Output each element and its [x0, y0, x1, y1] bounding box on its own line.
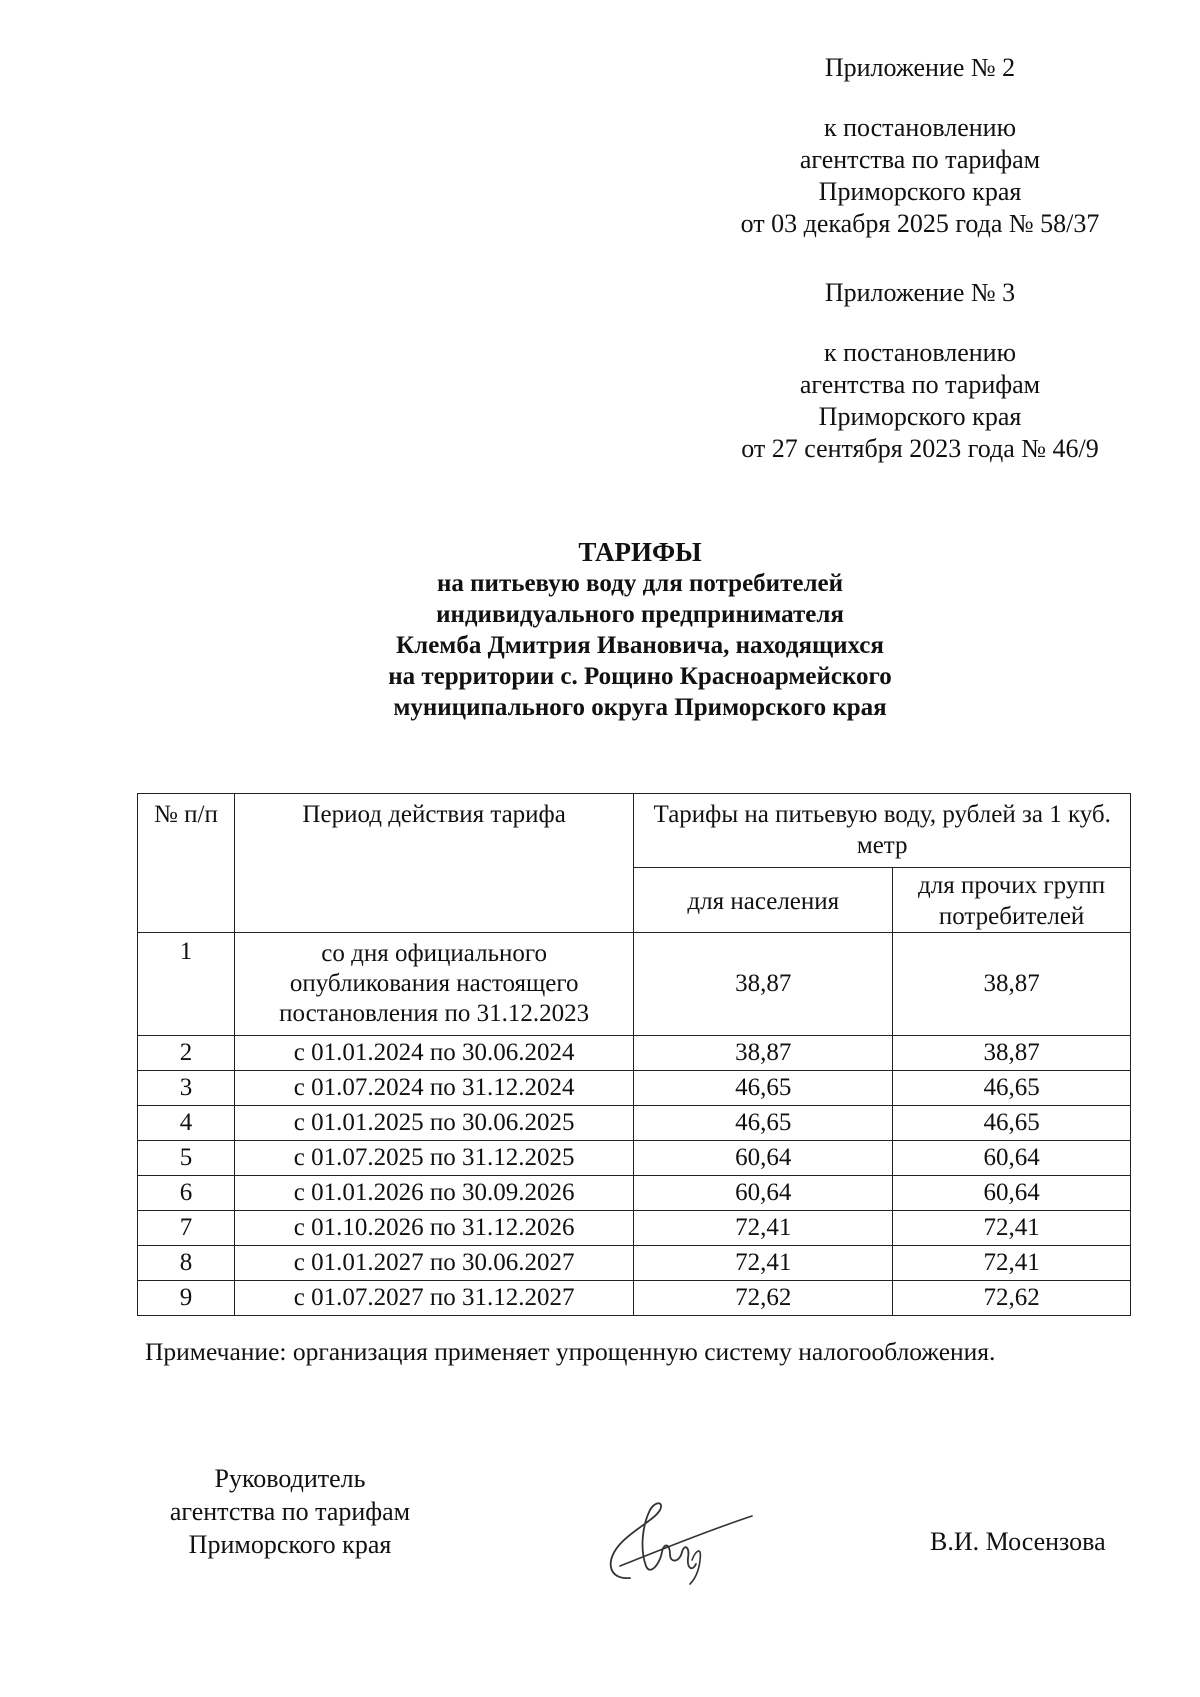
title-line: Клемба Дмитрия Ивановича, находящихся — [396, 632, 884, 659]
signer-position: Приморского края — [188, 1530, 392, 1559]
row-others: 38,87 — [893, 933, 1131, 1036]
row-num: 7 — [138, 1211, 235, 1246]
appendix-2-block — [700, 52, 1140, 240]
appendix-3-title: Приложение № 3 — [824, 278, 1016, 307]
table-row — [138, 1246, 1131, 1281]
table-row — [138, 1141, 1131, 1176]
row-num: 8 — [138, 1246, 235, 1281]
appendix-3-line: Приморского края — [818, 402, 1022, 431]
table-row — [138, 1106, 1131, 1141]
appendix-3-line: к постановлению — [823, 338, 1017, 367]
row-others: 72,41 — [893, 1211, 1131, 1246]
document-title — [200, 537, 1080, 723]
appendix-3-line: агентства по тарифам — [799, 370, 1041, 399]
row-population: 38,87 — [634, 933, 893, 1036]
handwritten-signature — [600, 1480, 760, 1590]
header-period: Период действия тарифа — [234, 794, 634, 933]
header-others: для прочих групп потребителей — [893, 868, 1131, 933]
row-period: с 01.01.2025 по 30.06.2025 — [234, 1106, 634, 1141]
row-period: с 01.01.2024 по 30.06.2024 — [234, 1036, 634, 1071]
row-period: с 01.01.2026 по 30.09.2026 — [234, 1176, 634, 1211]
table-header-row — [138, 794, 1131, 868]
row-others: 60,64 — [893, 1141, 1131, 1176]
row-population: 60,64 — [634, 1141, 893, 1176]
signer-block — [120, 1462, 460, 1561]
row-period: с 01.07.2025 по 31.12.2025 — [234, 1141, 634, 1176]
row-num: 3 — [138, 1071, 235, 1106]
appendix-2-date: от 03 декабря 2025 года № 58/37 — [740, 209, 1100, 238]
table-row — [138, 1211, 1131, 1246]
title-line: на территории с. Рощино Красноармейского — [388, 663, 892, 690]
row-period: с 01.10.2026 по 31.12.2026 — [234, 1211, 634, 1246]
table-row — [138, 1036, 1131, 1071]
row-num: 5 — [138, 1141, 235, 1176]
row-population: 46,65 — [634, 1071, 893, 1106]
row-others: 60,64 — [893, 1176, 1131, 1211]
tariffs-table — [137, 793, 1131, 1316]
title-line: муниципального округа Приморского края — [393, 694, 887, 721]
title-line: на питьевую воду для потребителей — [437, 570, 843, 597]
row-period: с 01.07.2027 по 31.12.2027 — [234, 1281, 634, 1316]
row-period: со дня официального опубликования настоящего постановления по 31.12.2023 — [234, 933, 634, 1036]
row-others: 46,65 — [893, 1106, 1131, 1141]
header-tariffs: Тарифы на питьевую воду, рублей за 1 куб. метр — [634, 794, 1131, 868]
row-num: 2 — [138, 1036, 235, 1071]
row-others: 72,41 — [893, 1246, 1131, 1281]
row-num: 1 — [138, 933, 235, 1036]
tax-note: Примечание: организация применяет упрощенную систему налогообложения. — [145, 1337, 996, 1366]
table-row — [138, 1176, 1131, 1211]
row-population: 38,87 — [634, 1036, 893, 1071]
title-line: индивидуального предпринимателя — [436, 601, 844, 628]
row-others: 72,62 — [893, 1281, 1131, 1316]
appendix-2-line: агентства по тарифам — [799, 145, 1041, 174]
row-num: 6 — [138, 1176, 235, 1211]
header-num: № п/п — [138, 794, 235, 933]
row-period: с 01.07.2024 по 31.12.2024 — [234, 1071, 634, 1106]
header-population: для населения — [634, 868, 893, 933]
row-others: 38,87 — [893, 1036, 1131, 1071]
row-population: 72,41 — [634, 1246, 893, 1281]
table-row — [138, 1281, 1131, 1316]
signer-name: В.И. Мосензова — [930, 1527, 1106, 1556]
appendix-2-line: Приморского края — [818, 177, 1022, 206]
appendix-2-line: к постановлению — [823, 113, 1017, 142]
row-population: 72,41 — [634, 1211, 893, 1246]
row-population: 46,65 — [634, 1106, 893, 1141]
appendix-2-title: Приложение № 2 — [824, 53, 1016, 82]
table-row — [138, 933, 1131, 1036]
signer-position: агентства по тарифам — [169, 1497, 411, 1526]
row-others: 46,65 — [893, 1071, 1131, 1106]
table-row — [138, 1071, 1131, 1106]
title-heading: ТАРИФЫ — [578, 537, 702, 567]
signer-position: Руководитель — [214, 1464, 366, 1493]
row-period: с 01.01.2027 по 30.06.2027 — [234, 1246, 634, 1281]
appendix-3-block — [700, 277, 1140, 465]
row-num: 9 — [138, 1281, 235, 1316]
appendix-3-date: от 27 сентября 2023 года № 46/9 — [741, 434, 1099, 463]
row-population: 60,64 — [634, 1176, 893, 1211]
row-population: 72,62 — [634, 1281, 893, 1316]
row-num: 4 — [138, 1106, 235, 1141]
